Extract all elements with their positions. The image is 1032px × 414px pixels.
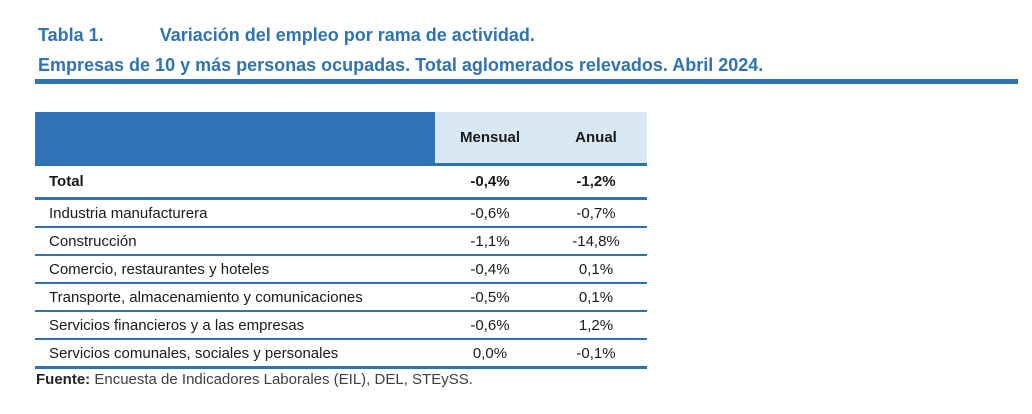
source-text: Encuesta de Indicadores Laborales (EIL), DEL, STEySS. [94,371,473,388]
anual-value: -14,8% [572,232,620,250]
row-label: Servicios financieros y a las empresas [49,316,305,334]
table-row [35,256,647,284]
table-number-label: Tabla 1. [38,25,104,45]
mensual-value: -0,5% [470,288,510,306]
mensual-value: -0,6% [470,204,510,222]
anual-value: -0,7% [576,204,616,222]
row-label: Servicios comunales, sociales y personales [49,344,339,362]
column-header-mensual: Mensual [435,112,545,163]
mensual-value: -1,1% [470,232,510,250]
anual-value: 0,1% [578,288,614,306]
row-label: Comercio, restaurantes y hoteles [49,260,270,278]
table-row [35,312,647,340]
header-corner-cell [35,112,435,163]
anual-value: 1,2% [578,316,614,334]
title-line-2: Empresas de 10 y más personas ocupadas. Total aglomerados relevados. Abril 2024. [38,55,764,75]
table-row-total [35,166,647,200]
table-row [35,340,647,369]
title-divider-rule [35,79,1018,84]
title-line-1 [38,20,763,50]
title-text: Variación del empleo por rama de actividad. [159,25,535,45]
row-label: Total [49,173,84,190]
mensual-value: 0,0% [472,344,508,362]
source-label: Fuente: [36,371,91,388]
anual-value: -0,1% [576,344,616,362]
column-header-anual: Anual [545,112,647,163]
mensual-value: -0,4% [470,173,510,190]
mensual-value: -0,4% [470,260,510,278]
employment-variation-table [35,112,647,369]
table-header-row [35,112,647,166]
table-row [35,284,647,312]
anual-value: 0,1% [578,260,614,278]
row-label: Industria manufacturera [49,204,208,222]
source-note [36,371,473,388]
row-label: Transporte, almacenamiento y comunicaciones [49,288,363,306]
row-label: Construcción [49,232,137,250]
anual-value: -1,2% [576,173,616,190]
table-title [38,20,763,80]
table-row [35,200,647,228]
table-row [35,228,647,256]
mensual-value: -0,6% [470,316,510,334]
